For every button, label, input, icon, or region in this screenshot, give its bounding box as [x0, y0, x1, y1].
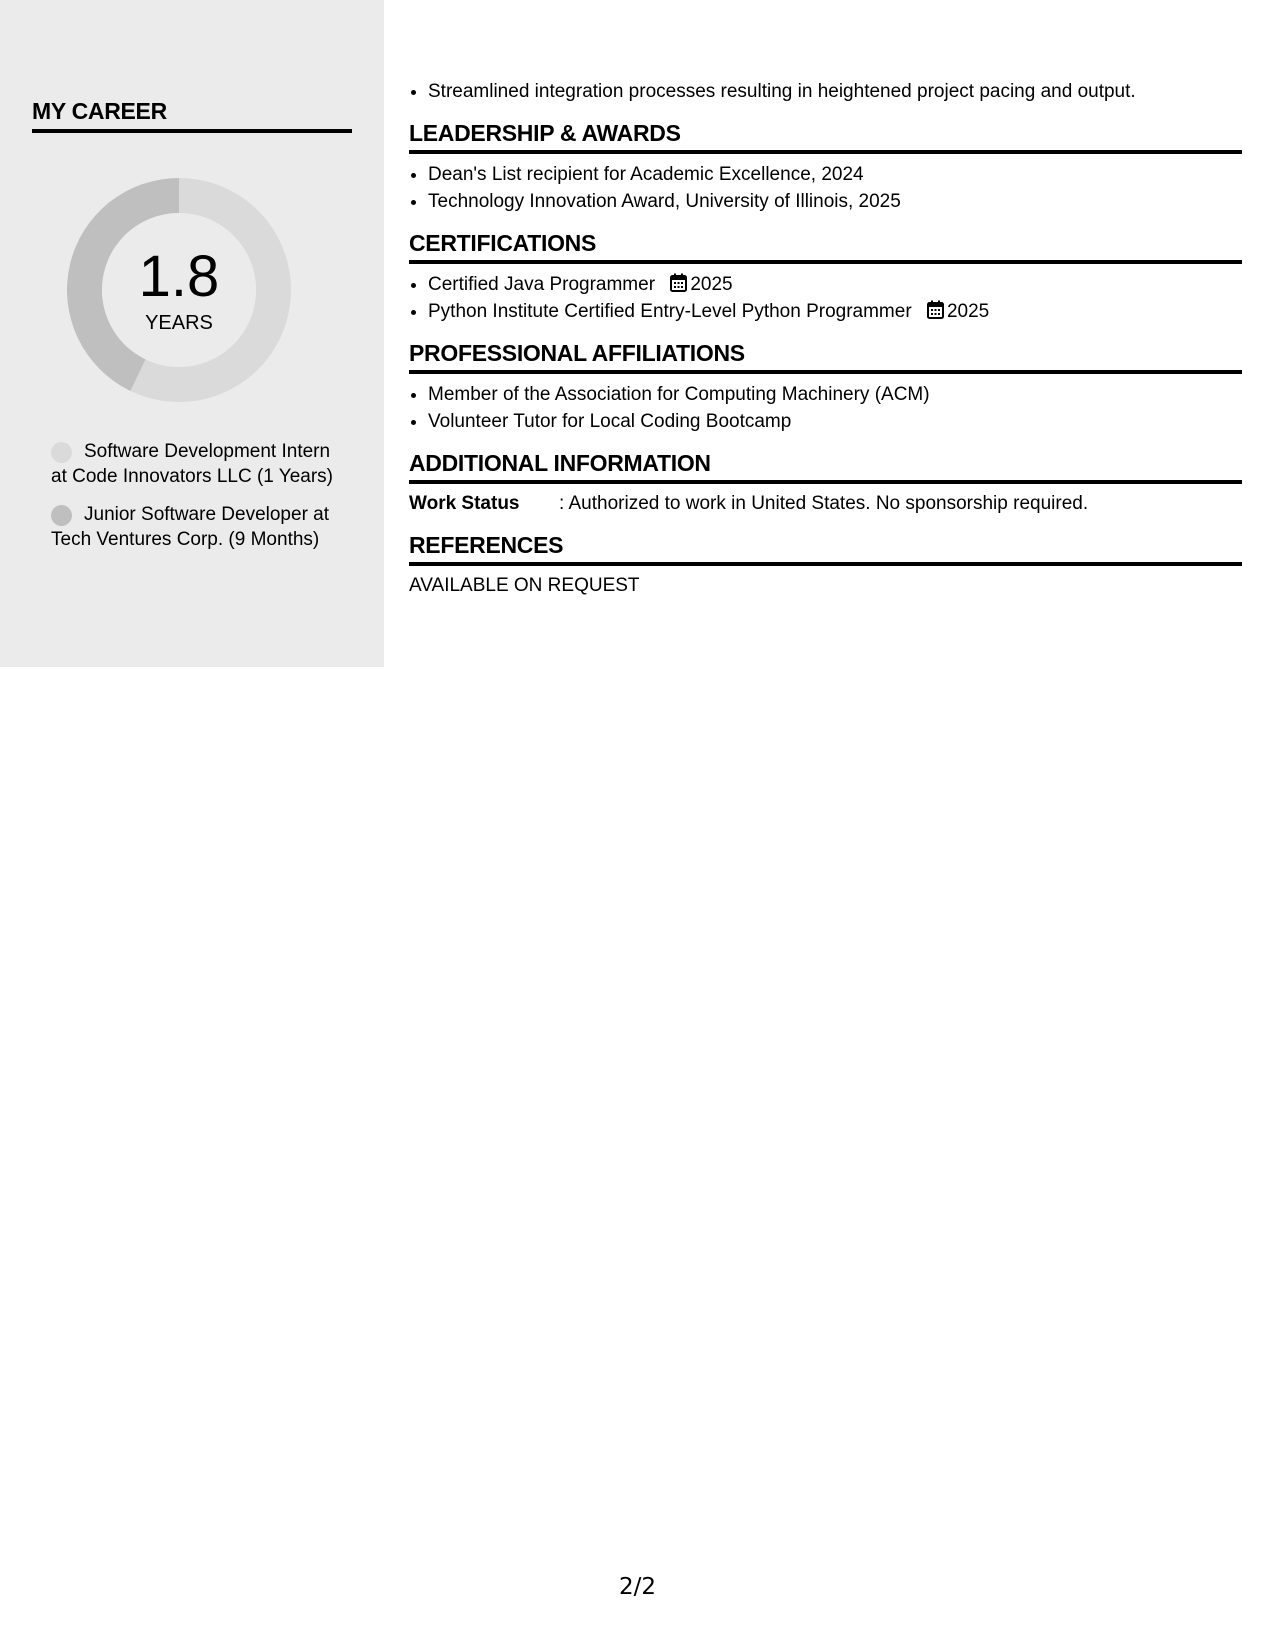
work-status-label: Work Status [409, 493, 520, 514]
section-title: REFERENCES [409, 532, 564, 558]
list-item: • Volunteer Tutor for Local Coding Bootcamp [428, 408, 1242, 435]
section-title: LEADERSHIP & AWARDS [409, 120, 681, 146]
section-rule [409, 562, 1242, 566]
certification-year: 2025 [690, 274, 733, 295]
total-experience-unit: YEARS [145, 312, 213, 334]
section-title: PROFESSIONAL AFFILIATIONS [409, 340, 745, 366]
legend-label: Junior Software Developer at Tech Ventures Corp. (9 Months) [51, 504, 330, 550]
list-item: • Member of the Association for Computing Machinery (ACM) [428, 381, 1242, 408]
legend-item-junior-developer [51, 502, 341, 552]
page-number: 2/2 [618, 1574, 656, 1600]
professional-affiliations-section [409, 339, 1242, 435]
experience-donut-chart [67, 178, 291, 402]
list-item [428, 298, 1242, 325]
calendar-icon [927, 300, 944, 319]
total-experience-value: 1.8 [138, 244, 220, 309]
certification-name: Certified Java Programmer [428, 274, 656, 295]
resume-main-column [409, 78, 1242, 599]
section-rule [409, 370, 1242, 374]
legend-dot-icon [51, 505, 72, 526]
certification-year: 2025 [946, 301, 990, 322]
legend-label: Software Development Intern at Code Innovators LLC (1 Years) [51, 441, 334, 487]
leadership-list [409, 161, 1242, 215]
list-item: • Streamlined integration processes resulting in heightened project pacing and output. [428, 78, 1242, 105]
calendar-icon [670, 273, 687, 292]
list-item: • Technology Innovation Award, University of Illinois, 2025 [428, 188, 1242, 215]
references-text: AVAILABLE ON REQUEST [409, 575, 640, 596]
certifications-list [409, 271, 1242, 325]
experience-bullets-continued [409, 78, 1242, 105]
career-sidebar [0, 0, 384, 667]
certifications-section [409, 229, 1242, 325]
certification-name: Python Institute Certified Entry-Level Python Programmer [428, 301, 912, 322]
leadership-awards-section [409, 119, 1242, 215]
additional-information-section [409, 449, 1242, 517]
section-rule [409, 150, 1242, 154]
work-status-row [409, 491, 1242, 517]
section-rule [409, 260, 1242, 264]
affiliations-list [409, 381, 1242, 435]
section-title: ADDITIONAL INFORMATION [409, 450, 711, 476]
legend-item-intern [51, 439, 341, 489]
sidebar-title: MY CAREER [32, 98, 167, 124]
section-rule [409, 480, 1242, 484]
list-item [428, 271, 1242, 298]
experience-legend [51, 439, 341, 565]
sidebar-title-rule [32, 129, 352, 133]
work-status-value: : Authorized to work in United States. No sponsorship required. [559, 493, 1089, 514]
legend-dot-icon [51, 442, 72, 463]
list-item: • Dean's List recipient for Academic Excellence, 2024 [428, 161, 1242, 188]
references-section [409, 531, 1242, 599]
section-title: CERTIFICATIONS [409, 230, 597, 256]
